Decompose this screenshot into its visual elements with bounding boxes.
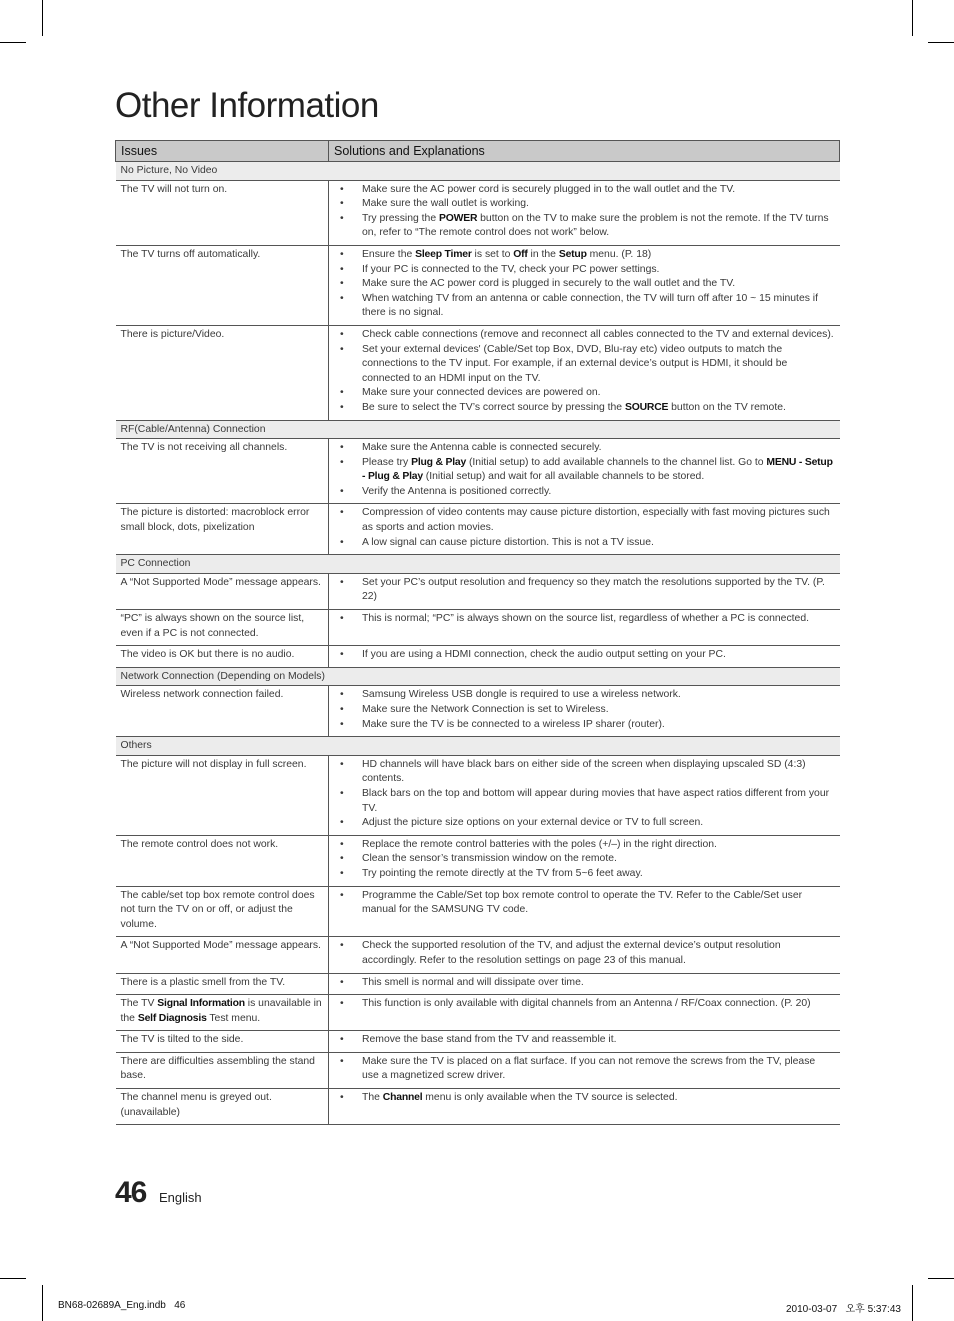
solution-item: • Set your external devices' (Cable/Set top Box, DVD, Blu-ray etc) video outputs to match the connections to the TV input. For example, if an external device’s output is HDMI, it should be connected to an HDMI input on the TV. [334, 343, 835, 387]
solution-list [334, 976, 835, 991]
solutions-cell [329, 835, 840, 886]
solution-list [334, 612, 835, 627]
issue-cell: There is a plastic smell from the TV. [116, 973, 329, 995]
table-row [116, 1089, 840, 1125]
solution-item: • Make sure the Antenna cable is connected securely. [334, 441, 835, 456]
highlighted-term: Setup [558, 248, 587, 260]
solution-list [334, 328, 835, 416]
table-row [116, 995, 840, 1031]
highlighted-term: Signal Information [157, 998, 245, 1010]
table-row [116, 646, 840, 668]
solution-item: • Make sure the Network Connection is set to Wireless. [334, 703, 835, 718]
header-solutions: Solutions and Explanations [329, 141, 840, 162]
solution-item: • Try pressing the POWER button on the TV to make sure the problem is not the remote. If the TV turns on, refer to “The remote control does not work” below. [334, 212, 835, 241]
highlighted-term: MENU - Setup - Plug & Play [362, 456, 833, 483]
solution-list [334, 183, 835, 241]
issue-cell: A “Not Supported Mode” message appears. [116, 937, 329, 973]
solution-list [334, 758, 835, 831]
solutions-cell [329, 245, 840, 325]
section-row [116, 737, 840, 756]
solution-list [334, 248, 835, 321]
solution-item: • Compression of video contents may cause picture distortion, especially with fast moving pictures such as sports and action movies. [334, 506, 835, 535]
section-title: RF(Cable/Antenna) Connection [116, 420, 840, 439]
crop-mark [912, 0, 913, 36]
solutions-cell [329, 686, 840, 737]
table-row [116, 610, 840, 646]
issue-cell: The cable/set top box remote control does not turn the TV on or off, or adjust the volume. [116, 886, 329, 937]
solution-list [334, 576, 835, 605]
section-title: No Picture, No Video [116, 162, 840, 181]
solution-item: • Be sure to select the TV’s correct source by pressing the SOURCE button on the TV remote. [334, 401, 835, 416]
issue-cell: The video is OK but there is no audio. [116, 646, 329, 668]
section-row [116, 162, 840, 181]
issue-cell: The TV will not turn on. [116, 180, 329, 245]
issue-cell: There is picture/Video. [116, 325, 329, 420]
section-title: Network Connection (Depending on Models) [116, 667, 840, 686]
solution-item: • Make sure the TV is be connected to a wireless IP sharer (router). [334, 718, 835, 733]
solution-item: • Make sure the AC power cord is plugged in securely to the wall outlet and the TV. [334, 277, 835, 292]
solution-list [334, 939, 835, 968]
crop-mark [42, 1285, 43, 1321]
header-issues: Issues [116, 141, 329, 162]
table-row [116, 245, 840, 325]
table-row [116, 886, 840, 937]
solutions-cell [329, 755, 840, 835]
crop-mark [0, 42, 26, 43]
issue-cell: The TV turns off automatically. [116, 245, 329, 325]
issue-cell: The channel menu is greyed out. (unavailable) [116, 1089, 329, 1125]
section-row [116, 420, 840, 439]
table-row [116, 835, 840, 886]
solution-item: • This is normal; “PC” is always shown on the source list, regardless of whether a PC is connected. [334, 612, 835, 627]
solution-item: • HD channels will have black bars on either side of the screen when displaying upscaled SD (4:3) contents. [334, 758, 835, 787]
table-row [116, 180, 840, 245]
solution-list [334, 1033, 835, 1048]
solution-item: • Replace the remote control batteries with the poles (+/–) in the right direction. [334, 838, 835, 853]
table-row [116, 686, 840, 737]
highlighted-term: POWER [439, 212, 478, 224]
solution-item: • Samsung Wireless USB dongle is required to use a wireless network. [334, 688, 835, 703]
issue-cell: The picture will not display in full screen. [116, 755, 329, 835]
table-row [116, 504, 840, 555]
troubleshooting-table [115, 140, 840, 1125]
highlighted-term: Sleep Timer [415, 248, 472, 260]
table-row [116, 973, 840, 995]
table-row [116, 1031, 840, 1053]
issue-cell: A “Not Supported Mode” message appears. [116, 573, 329, 609]
solution-item: • Remove the base stand from the TV and reassemble it. [334, 1033, 835, 1048]
solutions-cell [329, 1089, 840, 1125]
solution-item: • Clean the sensor’s transmission window on the remote. [334, 852, 835, 867]
solution-item: • Black bars on the top and bottom will appear during movies that have aspect ratios different from your TV. [334, 787, 835, 816]
solution-item: • Programme the Cable/Set top box remote control to operate the TV. Refer to the Cable/Set user manual for the SAMSUNG TV code. [334, 889, 835, 918]
table-row [116, 937, 840, 973]
solutions-cell [329, 573, 840, 609]
solutions-cell [329, 1031, 840, 1053]
page-title: Other Information [115, 86, 379, 125]
solution-item: • Check the supported resolution of the TV, and adjust the external device’s output resolution accordingly. Refer to the resolution settings on page 23 of this manual. [334, 939, 835, 968]
issue-cell: Wireless network connection failed. [116, 686, 329, 737]
crop-mark [928, 1278, 954, 1279]
issue-cell: The TV Signal Information is unavailable in the Self Diagnosis Test menu. [116, 995, 329, 1031]
solution-item: • If you are using a HDMI connection, check the audio output setting on your PC. [334, 648, 835, 663]
table-row [116, 755, 840, 835]
solution-item: • Ensure the Sleep Timer is set to Off in the Setup menu. (P. 18) [334, 248, 835, 263]
issue-cell: The TV is tilted to the side. [116, 1031, 329, 1053]
solution-list [334, 997, 835, 1012]
solution-list [334, 688, 835, 732]
section-row [116, 667, 840, 686]
solutions-cell [329, 937, 840, 973]
issue-cell: “PC” is always shown on the source list, even if a PC is not connected. [116, 610, 329, 646]
issue-cell: The remote control does not work. [116, 835, 329, 886]
solution-item: • Adjust the picture size options on your external device or TV to full screen. [334, 816, 835, 831]
solution-item: • Try pointing the remote directly at the TV from 5~6 feet away. [334, 867, 835, 882]
solution-item: • A low signal can cause picture distortion. This is not a TV issue. [334, 536, 835, 551]
solution-item: • Make sure the AC power cord is securely plugged in to the wall outlet and the TV. [334, 183, 835, 198]
file-info: BN68-02689A_Eng.indb 46 [58, 1300, 186, 1311]
table-row [116, 439, 840, 504]
solution-item: • Check cable connections (remove and reconnect all cables connected to the TV and external devices). [334, 328, 835, 343]
solutions-cell [329, 886, 840, 937]
solution-list [334, 506, 835, 550]
issue-cell: The TV is not receiving all channels. [116, 439, 329, 504]
solution-item: • Make sure the TV is placed on a flat surface. If you can not remove the screws from the TV, please use a magnetized screw driver. [334, 1055, 835, 1084]
crop-mark [42, 0, 43, 36]
solutions-cell [329, 995, 840, 1031]
section-title: Others [116, 737, 840, 756]
solution-item: • When watching TV from an antenna or cable connection, the TV will turn off after 10 ~ 15 minutes if there is no signal. [334, 292, 835, 321]
crop-mark [912, 1285, 913, 1321]
table-row [116, 573, 840, 609]
solutions-cell [329, 439, 840, 504]
solutions-cell [329, 973, 840, 995]
solution-list [334, 1091, 835, 1106]
page-number: 46 [115, 1176, 147, 1209]
solutions-cell [329, 504, 840, 555]
solution-item: • This function is only available with digital channels from an Antenna / RF/Coax connection. (P. 20) [334, 997, 835, 1012]
solution-list [334, 1055, 835, 1084]
solution-list [334, 441, 835, 499]
highlighted-term: SOURCE [624, 401, 669, 413]
print-timestamp: 2010-03-07 오후 5:37:43 [786, 1304, 901, 1315]
solutions-cell [329, 325, 840, 420]
solution-item: • This smell is normal and will dissipate over time. [334, 976, 835, 991]
table-body [116, 162, 840, 1125]
page-language: English [159, 1190, 202, 1205]
table-row [116, 325, 840, 420]
solution-item: • Make sure the wall outlet is working. [334, 197, 835, 212]
highlighted-term: Off [513, 248, 528, 260]
crop-mark [0, 1278, 26, 1279]
table-header-row [116, 141, 840, 162]
issue-cell: The picture is distorted: macroblock error small block, dots, pixelization [116, 504, 329, 555]
solution-list [334, 648, 835, 663]
solutions-cell [329, 180, 840, 245]
solution-item: • If your PC is connected to the TV, check your PC power settings. [334, 263, 835, 278]
solution-item: • Set your PC’s output resolution and frequency so they match the resolutions supported by the TV. (P. 22) [334, 576, 835, 605]
solution-item: • Verify the Antenna is positioned correctly. [334, 485, 835, 500]
crop-mark [928, 42, 954, 43]
solution-item: • Make sure your connected devices are powered on. [334, 386, 835, 401]
section-title: PC Connection [116, 555, 840, 574]
section-row [116, 555, 840, 574]
table-row [116, 1052, 840, 1088]
solutions-cell [329, 1052, 840, 1088]
solution-item: • Please try Plug & Play (Initial setup) to add available channels to the channel list. Go to MENU - Setup - Plug & Play (Initial setup) and wait for all available channels to be stored. [334, 456, 835, 485]
solution-list [334, 838, 835, 882]
issue-cell: There are difficulties assembling the stand base. [116, 1052, 329, 1088]
solution-item: • The Channel menu is only available when the TV source is selected. [334, 1091, 835, 1106]
solutions-cell [329, 610, 840, 646]
solution-list [334, 889, 835, 918]
highlighted-term: Plug & Play [411, 456, 467, 468]
highlighted-term: Channel [382, 1092, 423, 1104]
highlighted-term: Self Diagnosis [137, 1012, 207, 1024]
solutions-cell [329, 646, 840, 668]
